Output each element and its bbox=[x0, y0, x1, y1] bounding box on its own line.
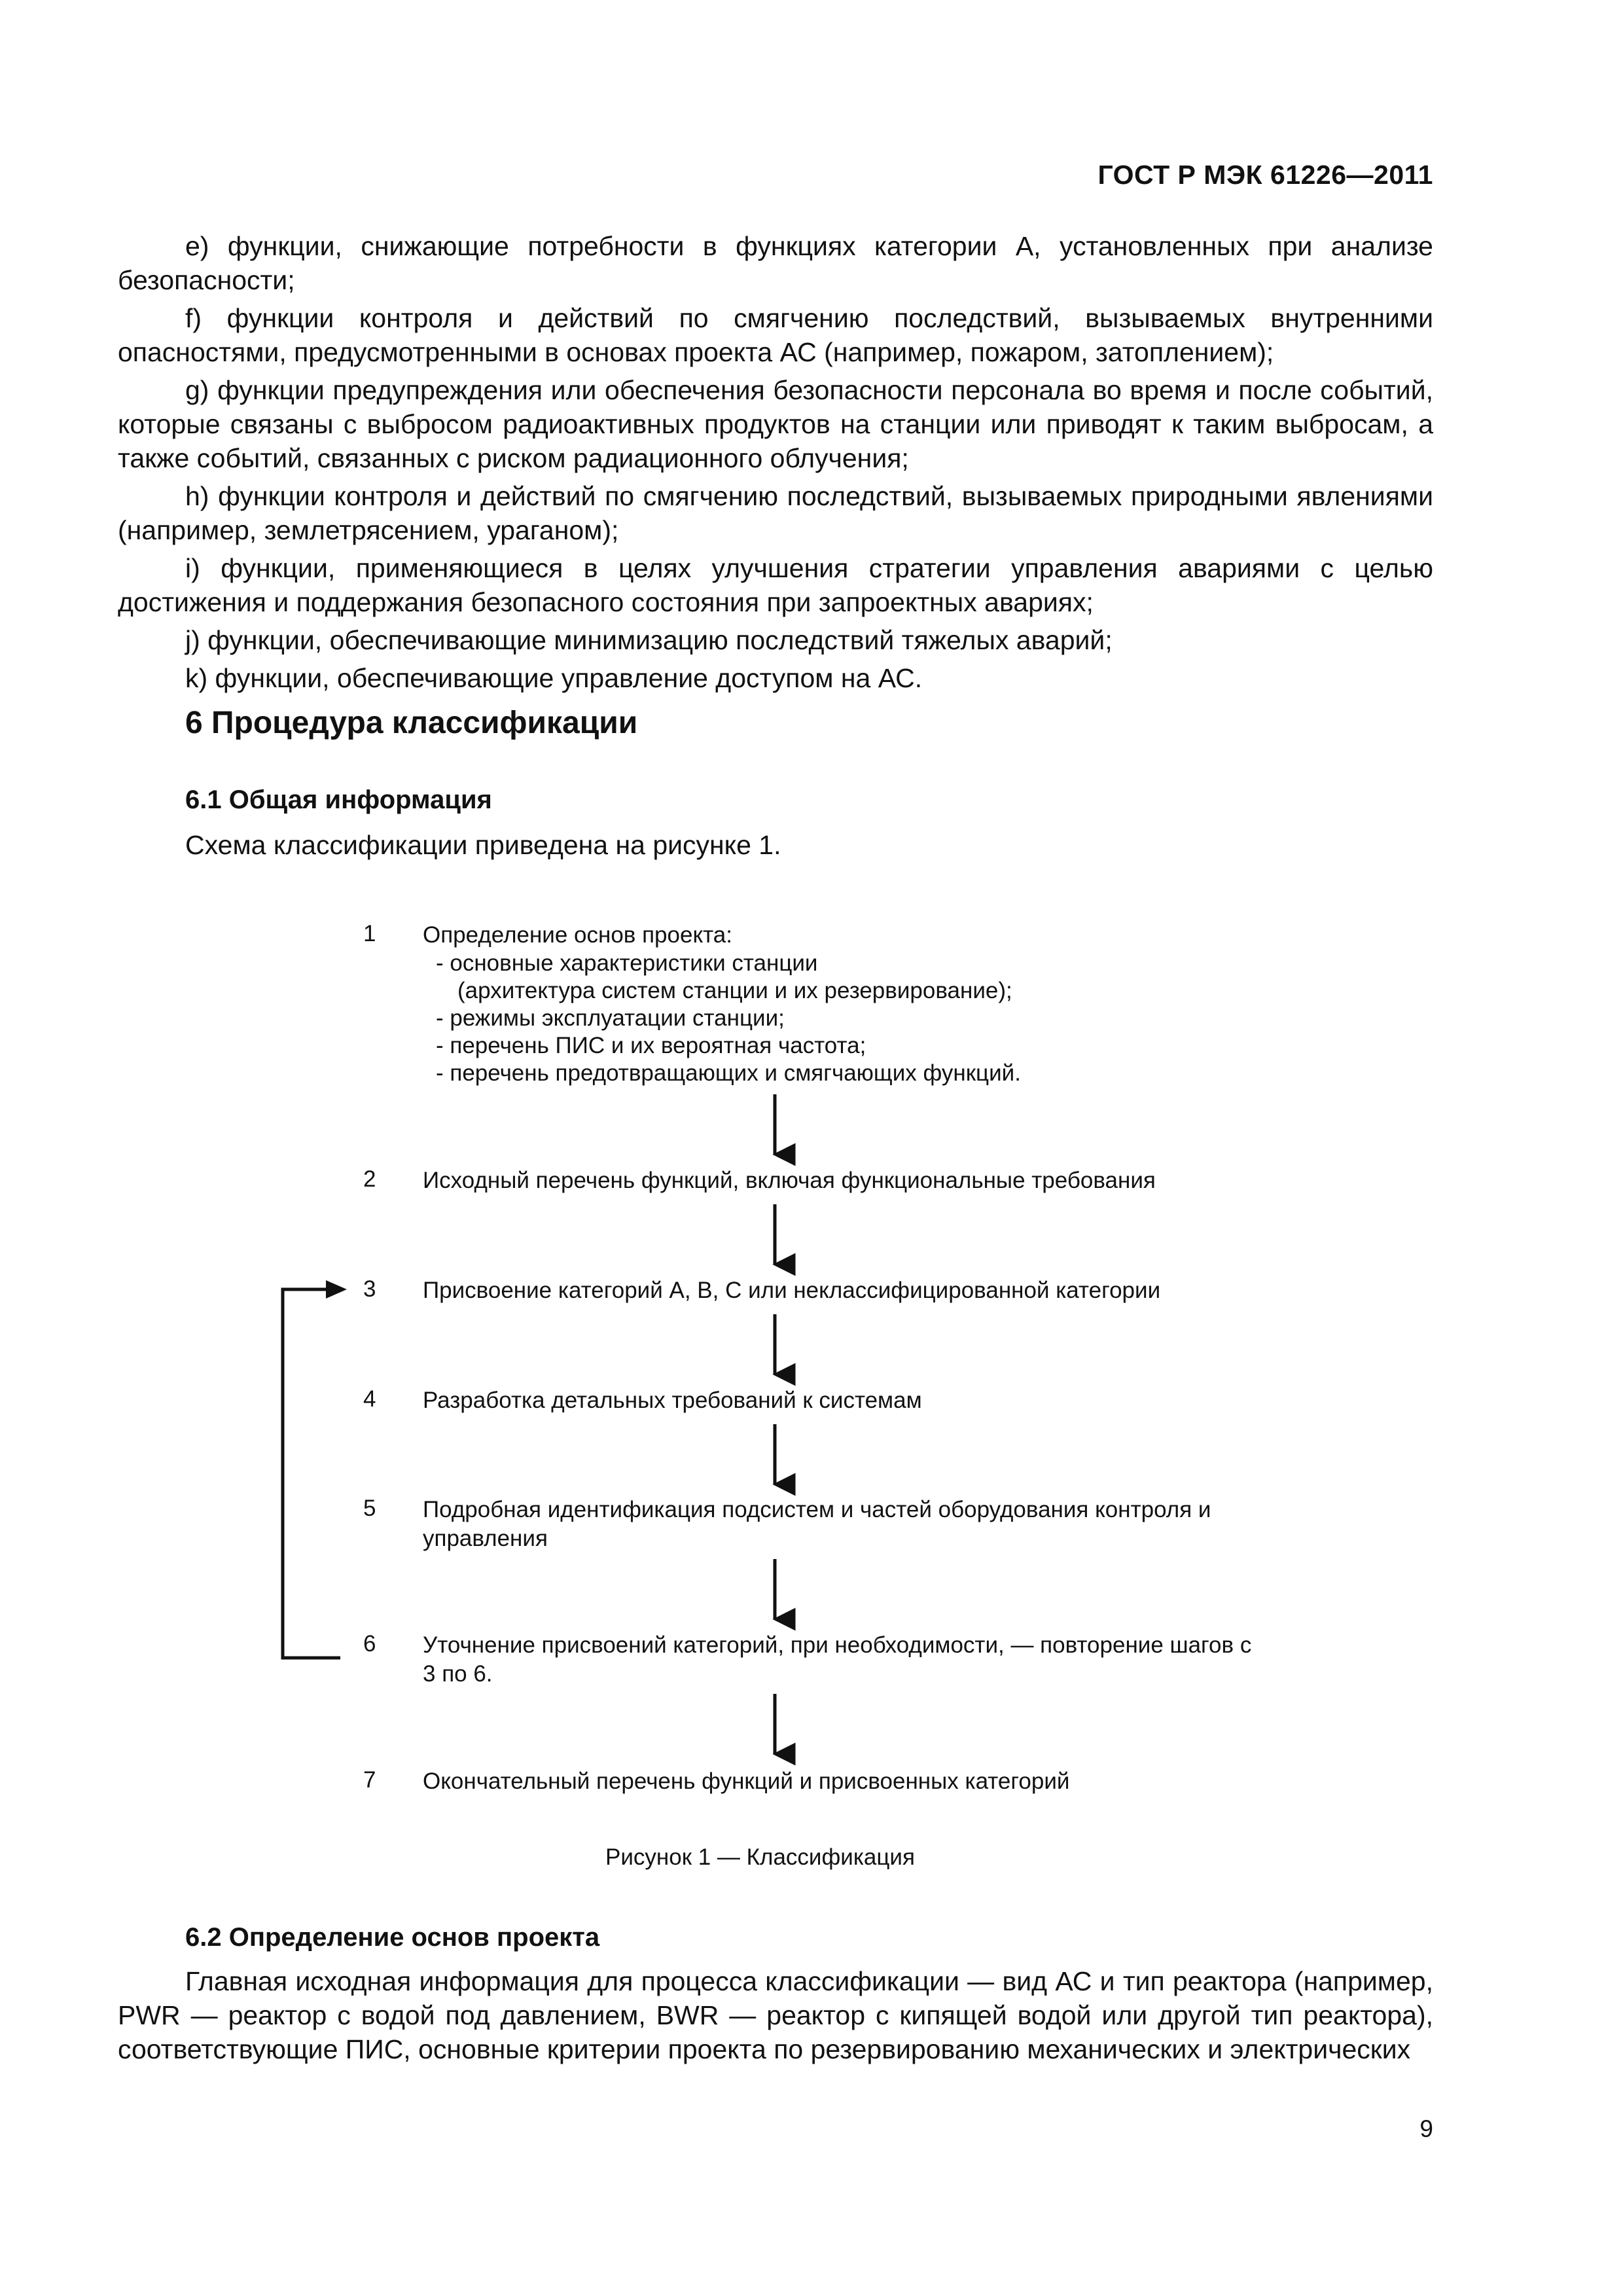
subsection-heading: 6.1 Общая информация bbox=[185, 785, 492, 814]
step-text: Исходный перечень функций, включая функциональные требования bbox=[423, 1168, 1156, 1193]
step-number: 5 bbox=[363, 1496, 376, 1521]
feedback-loop-line bbox=[283, 1289, 340, 1658]
step-number: 7 bbox=[363, 1767, 376, 1793]
intro-paragraph: Схема классификации приведена на рисунке 1. bbox=[185, 830, 781, 860]
step-text: Определение основ проекта: bbox=[423, 922, 732, 948]
step-detail: - основные характеристики станции bbox=[436, 950, 818, 976]
list-item: j) функции, обеспечивающие минимизацию последствий тяжелых аварий; bbox=[185, 625, 1113, 655]
step-text: Разработка детальных требований к системам bbox=[423, 1388, 922, 1413]
section-heading: 6 Процедура классификации bbox=[185, 706, 638, 740]
step-detail: - режимы эксплуатации станции; bbox=[436, 1005, 785, 1031]
body-paragraph: Главная исходная информация для процесса классификации — вид АС и тип реактора (например, PWR — реактор с водой под давлением, BWR — реактор с кипящей водой или другой тип реактора), соответствующие ПИС, основные критерии проекта по резервированию механических и электрических bbox=[118, 1966, 1433, 2064]
step-text: Присвоение категорий А, В, С или неклассифицированной категории bbox=[423, 1278, 1161, 1303]
list-item: i) функции, применяющиеся в целях улучшения стратегии управления авариями с целью достижения и поддержания безопасного состояния при запроектных авариях; bbox=[118, 553, 1433, 617]
list-item: e) функции, снижающие потребности в функциях категории А, установленных при анализе безопасности; bbox=[118, 231, 1433, 295]
step-number: 1 bbox=[363, 921, 376, 946]
list-item: g) функции предупреждения или обеспечения безопасности персонала во время и после событий, которые связаны с выбросом радиоактивных продуктов на станции или приводят к таким выбросам, а также событий, связанных с риском радиационного облучения; bbox=[118, 375, 1433, 473]
step-number: 2 bbox=[363, 1166, 376, 1192]
step-detail: - перечень ПИС и их вероятная частота; bbox=[436, 1033, 866, 1058]
subsection-heading: 6.2 Определение основ проекта bbox=[185, 1923, 600, 1952]
list-item: k) функции, обеспечивающие управление доступом на АС. bbox=[185, 663, 923, 693]
step-text: Окончательный перечень функций и присвоенных категорий bbox=[423, 1768, 1070, 1794]
step-detail: (архитектура систем станции и их резервирование); bbox=[457, 978, 1012, 1003]
feedback-arrowhead bbox=[326, 1280, 347, 1299]
document-header: ГОСТ Р МЭК 61226—2011 bbox=[1097, 160, 1433, 190]
step-number: 3 bbox=[363, 1276, 376, 1302]
step-number: 4 bbox=[363, 1386, 376, 1412]
step-detail: - перечень предотвращающих и смягчающих функций. bbox=[436, 1060, 1021, 1086]
step-number: 6 bbox=[363, 1631, 376, 1657]
figure-caption: Рисунок 1 — Классификация bbox=[605, 1844, 915, 1870]
step-text: Подробная идентификация подсистем и частей оборудования контроля и управления bbox=[423, 1497, 1211, 1551]
page-number: 9 bbox=[1419, 2115, 1433, 2142]
step-text: Уточнение присвоений категорий, при необходимости, — повторение шагов с 3 по 6. bbox=[423, 1632, 1252, 1687]
list-item: f) функции контроля и действий по смягчению последствий, вызываемых внутренними опасностями, предусмотренными в основах проекта АС (например, пожаром, затоплением); bbox=[118, 303, 1433, 367]
list-item: h) функции контроля и действий по смягчению последствий, вызываемых природными явлениями (например, землетрясением, ураганом); bbox=[118, 481, 1433, 545]
